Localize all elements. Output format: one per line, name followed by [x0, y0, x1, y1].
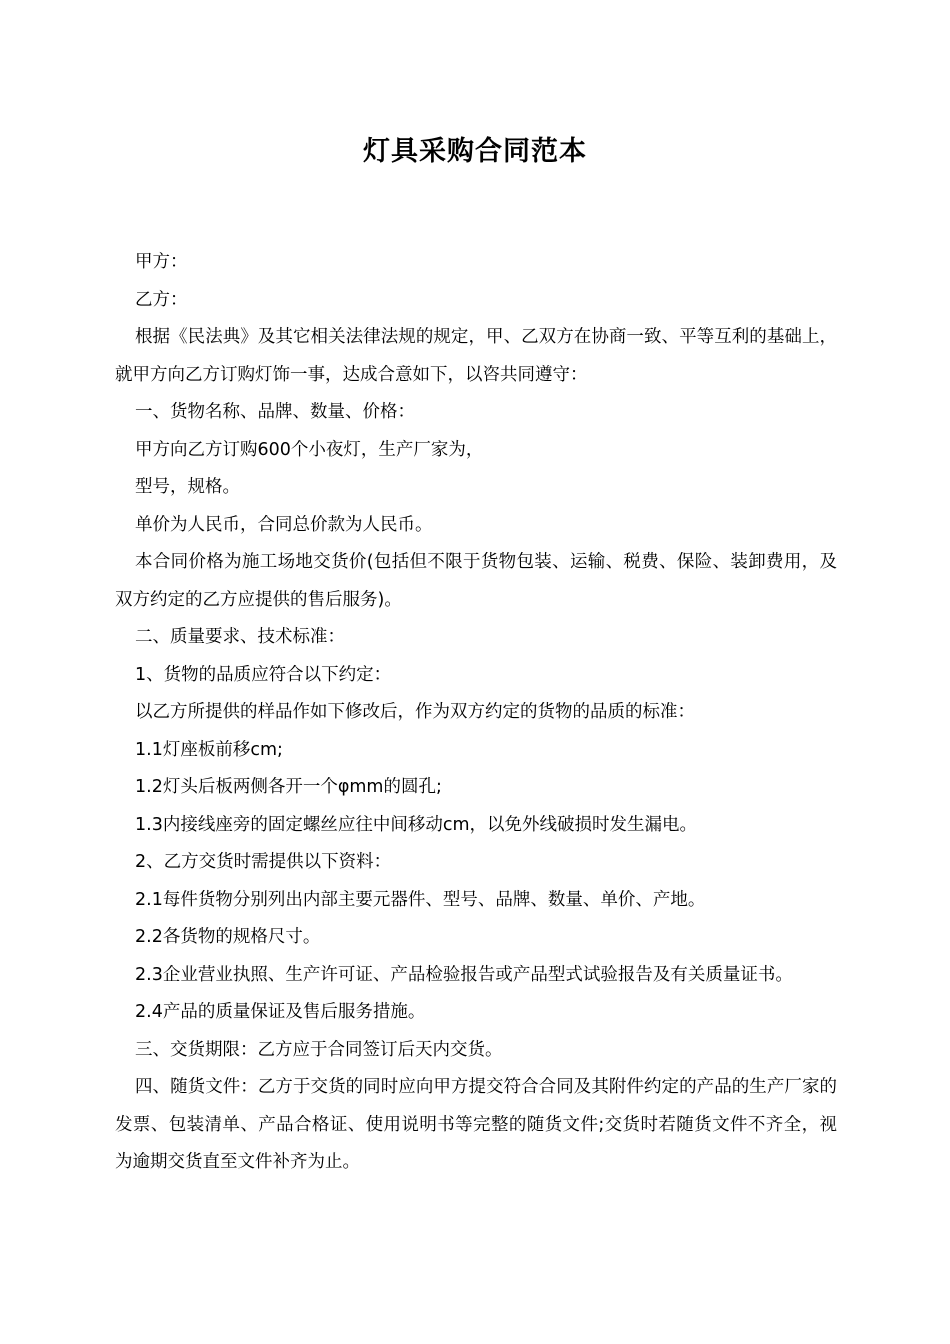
- preamble-paragraph: 根据《民法典》及其它相关法律法规的规定，甲、乙双方在协商一致、平等互利的基础上，就甲方向乙方订购灯饰一事，达成合意如下，以咨共同遵守：: [115, 327, 837, 385]
- item-2-1: 2.1每件货物分别列出内部主要元器件、型号、品牌、数量、单价、产地。: [135, 889, 706, 910]
- price-line: 单价为人民币，合同总价款为人民币。: [135, 514, 433, 535]
- item-1-3: 1.3内接线座旁的固定螺丝应往中间移动cm，以免外线破损时发生漏电。: [135, 814, 697, 835]
- section-4-documents: 四、随货文件：乙方于交货的同时应向甲方提交符合合同及其附件约定的产品的生产厂家的发票、包装清单、产品合格证、使用说明书等完整的随货文件;交货时若随货文件不齐全，视为逾期交货直至文件补齐为止。: [115, 1077, 837, 1172]
- item-2-4: 2.4产品的质量保证及售后服务措施。: [135, 1002, 426, 1022]
- section-1-heading: 一、货物名称、品牌、数量、价格：: [135, 402, 415, 422]
- model-spec-line: 型号，规格。: [135, 477, 240, 497]
- item-2-2: 2.2各货物的规格尺寸。: [135, 927, 321, 947]
- section-3-delivery: 三、交货期限：乙方应于合同签订后天内交货。: [135, 1039, 503, 1060]
- quality-clause-2: 2、乙方交货时需提供以下资料：: [135, 852, 392, 872]
- section-2-heading: 二、质量要求、技术标准：: [135, 627, 345, 647]
- party-b-line: 乙方：: [135, 289, 188, 310]
- item-1-2: 1.2灯头后板两侧各开一个φmm的圆孔;: [135, 777, 442, 797]
- quality-clause-1: 1、货物的品质应符合以下约定：: [135, 664, 392, 685]
- document-title: 灯具采购合同范本: [363, 136, 587, 167]
- document-body: [115, 244, 837, 1182]
- order-quantity-line: 甲方向乙方订购600个小夜灯，生产厂家为，: [135, 439, 484, 460]
- price-terms-paragraph: 本合同价格为施工场地交货价(包括但不限于货物包装、运输、税费、保险、装卸费用，及双方约定的乙方应提供的售后服务)。: [115, 552, 837, 610]
- item-2-3: 2.3企业营业执照、生产许可证、产品检验报告或产品型式试验报告及有关质量证书。: [135, 964, 793, 985]
- party-a-line: 甲方：: [135, 252, 188, 272]
- item-1-1: 1.1灯座板前移cm;: [135, 739, 283, 760]
- sample-standard-line: 以乙方所提供的样品作如下修改后，作为双方约定的货物的品质的标准：: [135, 702, 695, 722]
